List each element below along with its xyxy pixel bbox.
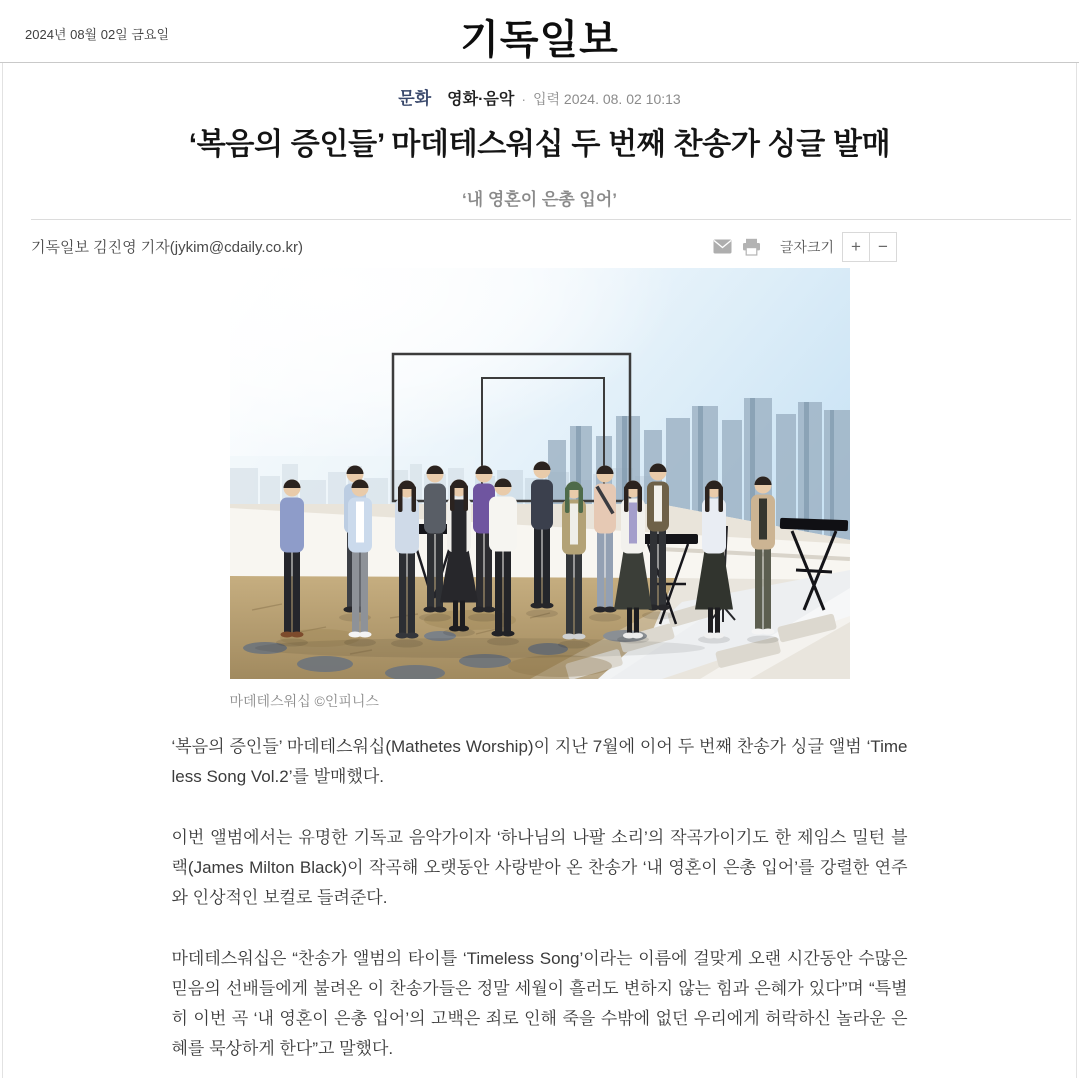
article-tools bbox=[704, 232, 897, 262]
article-meta bbox=[3, 84, 1076, 109]
published-time: 입력 2024. 08. 02 10:13 bbox=[532, 91, 681, 107]
font-size-label: 글자크기 bbox=[779, 238, 834, 255]
article-paragraph: 이번 앨범에서는 유명한 기독교 음악가이자 ‘하나님의 나팔 소리’의 작곡가이기도 한 제임스 밀턴 블랙(James Milton Black)이 작곡해 오랫동안 사랑받아 온 찬송가 ‘내 영혼이 은총 입어’를 강렬한 연주와 인상적인 보컬로 들려준다. bbox=[171, 827, 908, 907]
font-increase-button[interactable]: + bbox=[842, 232, 870, 262]
site-header bbox=[0, 0, 1079, 63]
article-subtitle: ‘내 영혼이 은총 입어’ bbox=[462, 189, 617, 209]
email-icon[interactable] bbox=[713, 237, 733, 257]
photo-caption: 마데테스워십 ©인피니스 bbox=[229, 692, 379, 709]
article-paragraph: 마데테스워십은 “찬송가 앨범의 타이틀 ‘Timeless Song’이라는 이름에 걸맞게 오랜 시간동안 수많은 믿음의 선배들에게 불려온 이 찬송가들은 정말 세월이 흘러도 변하지 않는 힘과 은혜가 있다”며 “특별히 이번 곡 ‘내 영혼이 은총 입어’의 고백은 죄로 인해 죽을 수밖에 없던 우리에게 허락하신 놀라운 은혜를 묵상하게 한다”고 말했다. bbox=[171, 948, 908, 1059]
article-figure bbox=[230, 268, 850, 711]
article-title: ‘복음의 증인들’ 마데테스워십 두 번째 찬송가 싱글 발매 bbox=[188, 128, 891, 161]
font-decrease-button[interactable]: − bbox=[869, 232, 897, 262]
site-logo[interactable]: 기독일보 bbox=[460, 18, 619, 62]
header-date: 2024년 08월 02일 금요일 bbox=[25, 27, 170, 42]
article-photo bbox=[230, 268, 850, 679]
article-frame bbox=[2, 63, 1077, 1078]
meta-separator: · bbox=[521, 91, 526, 107]
printer-icon[interactable] bbox=[742, 237, 762, 257]
category-link[interactable]: 문화 bbox=[398, 89, 432, 108]
byline-row bbox=[31, 220, 897, 262]
article-body bbox=[172, 268, 908, 1065]
byline: 기독일보 김진영 기자(jykim@cdaily.co.kr) bbox=[31, 239, 304, 256]
article-paragraph: ‘복음의 증인들’ 마데테스워십(Mathetes Worship)이 지난 7월에 이어 두 번째 찬송가 싱글 앨범 ‘Timeless Song Vol.2’를 발매했다. bbox=[171, 736, 908, 786]
subcategory-link[interactable]: 영화·음악 bbox=[447, 91, 515, 108]
